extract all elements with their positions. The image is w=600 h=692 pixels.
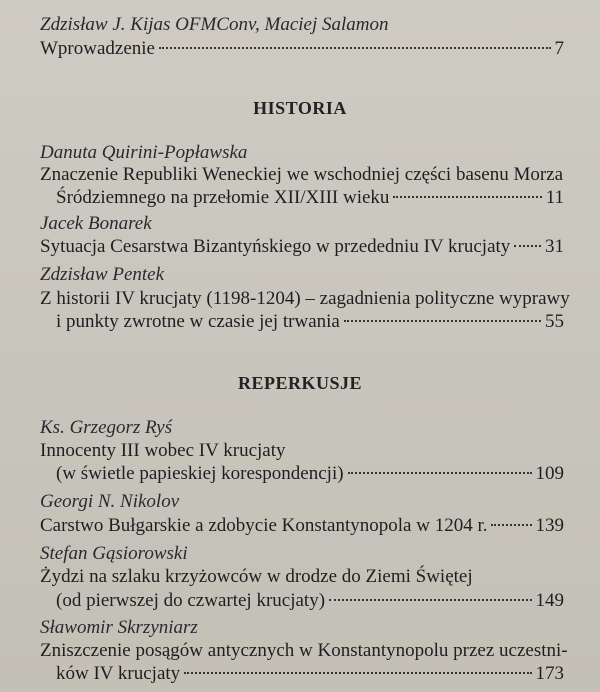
entry-author: Zdzisław Pentek (40, 264, 165, 285)
dot-leader (491, 524, 531, 526)
page-number: 31 (545, 236, 564, 257)
page-number: 173 (535, 663, 564, 684)
page-number: 139 (535, 515, 564, 536)
dot-leader (184, 672, 531, 674)
dot-leader (329, 599, 531, 601)
entry-title: Znaczenie Republiki Weneckiej we wschodniej części basenu Morza (40, 164, 564, 185)
toc-entry-line (40, 288, 570, 310)
entry-title: Żydzi na szlaku krzyżowców w drodze do Ziemi Świętej (40, 566, 473, 587)
entry-author: Ks. Grzegorz Ryś (40, 417, 173, 438)
entry-title-continued: Śródziemnego na przełomie XII/XIII wieku (56, 187, 390, 208)
entry-author: Jacek Bonarek (40, 213, 152, 234)
entry-title-continued: ków IV krucjaty (56, 663, 181, 684)
toc-entry-line (56, 311, 564, 333)
section-heading-historia: HISTORIA (253, 98, 347, 118)
toc-entry-line (40, 164, 564, 186)
dot-leader (348, 472, 532, 474)
entry-title: Zniszczenie posągów antycznych w Konstantynopolu przez uczestni- (40, 640, 568, 661)
entry-title-continued: (od pierwszej do czwartej krucjaty) (56, 590, 326, 611)
entry-author: Zdzisław J. Kijas OFMConv, Maciej Salamon (40, 14, 389, 35)
dot-leader (344, 320, 541, 322)
toc-entry-line (56, 590, 564, 612)
page-number: 55 (545, 311, 564, 332)
entry-title-continued: (w świetle papieskiej korespondencji) (56, 463, 344, 484)
entry-author: Danuta Quirini-Popławska (40, 142, 248, 163)
entry-title: Innocenty III wobec IV krucjaty (40, 440, 286, 461)
page-number: 109 (535, 463, 564, 484)
entry-title: Z historii IV krucjaty (1198-1204) – zagadnienia polityczne wyprawy (40, 288, 570, 309)
entry-title: Carstwo Bułgarskie a zdobycie Konstantynopola w 1204 r. (40, 515, 488, 536)
entry-title: Sytuacja Cesarstwa Bizantyńskiego w przededniu IV krucjaty (40, 236, 511, 257)
entry-author: Sławomir Skrzyniarz (40, 617, 198, 638)
entry-author: Georgi N. Nikolov (40, 491, 180, 512)
entry-title-continued: i punkty zwrotne w czasie jej trwania (56, 311, 340, 332)
toc-entry-line (40, 236, 564, 258)
entry-title: Wprowadzenie (40, 38, 155, 59)
toc-entry-line (40, 515, 564, 537)
dot-leader (159, 47, 551, 49)
section-heading-reperkusje: REPERKUSJE (237, 373, 363, 393)
entry-author: Stefan Gąsiorowski (40, 543, 188, 564)
toc-entry-line (40, 640, 568, 662)
toc-entry-line (40, 38, 564, 60)
toc-entry-line (56, 463, 564, 485)
dot-leader (393, 196, 541, 198)
page-number: 7 (554, 38, 564, 59)
toc-entry-line (40, 566, 564, 588)
toc-entry-line (56, 663, 564, 685)
dot-leader (514, 245, 541, 247)
toc-entry-line (56, 187, 564, 209)
page-number: 11 (545, 187, 564, 208)
page-number: 149 (535, 590, 564, 611)
toc-entry-line (40, 440, 564, 462)
